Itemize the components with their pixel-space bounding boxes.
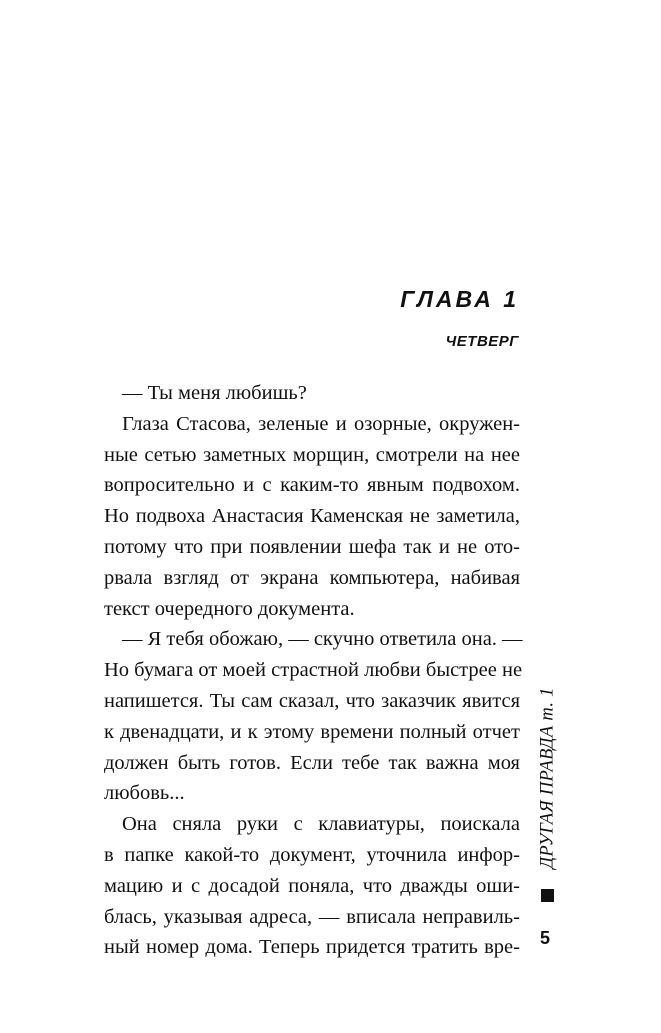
body-text bbox=[104, 378, 523, 963]
text-line: должен быть готов. Если тебе так важна моя bbox=[104, 751, 520, 774]
running-head bbox=[528, 658, 568, 898]
chapter-subtitle: ЧЕТВЕРГ bbox=[445, 333, 519, 350]
text-line: текст очередного документа. bbox=[104, 597, 355, 620]
text-line: — Ты меня любишь? bbox=[122, 382, 307, 404]
text-line: ные сетью заметных морщин, смотрели на нее bbox=[104, 443, 520, 466]
text-line: любовь... bbox=[104, 782, 185, 805]
chapter-title: ГЛАВА 1 bbox=[400, 286, 519, 312]
text-line: мацию и с досадой поняла, что дважды оши- bbox=[104, 874, 520, 897]
text-line: потому что при появлении шефа так и не ото- bbox=[104, 535, 520, 558]
text-line: в папке какой-то документ, уточнила инфор- bbox=[104, 843, 520, 866]
text-line: блась, указывая адреса, — вписала неправиль- bbox=[104, 905, 520, 928]
text-line: Глаза Стасова, зеленые и озорные, окружен- bbox=[122, 412, 520, 435]
square-marker-icon bbox=[541, 889, 554, 902]
text-line: к двенадцати, и к этому времени полный отчет bbox=[104, 720, 520, 743]
text-line: напишется. Ты сам сказал, что заказчик явится bbox=[104, 689, 520, 712]
text-line: Но подвоха Анастасия Каменская не заметила, bbox=[104, 505, 520, 528]
text-line: Но бумага от моей страстной любви быстрее не bbox=[104, 659, 523, 682]
text-line: Она сняла руки с клавиатуры, поискала bbox=[122, 813, 520, 836]
running-head-text: ДРУГАЯ ПРАВДА т. 1 bbox=[537, 687, 558, 869]
page-number: 5 bbox=[540, 928, 551, 948]
text-line: — Я тебя обожаю, — скучно ответила она. — bbox=[122, 628, 523, 651]
text-line: вопросительно и с каким-то явным подвохом. bbox=[104, 474, 520, 497]
text-line: рвала взгляд от экрана компьютера, набивая bbox=[104, 566, 520, 589]
text-line: ный номер дома. Теперь придется тратить вре- bbox=[104, 936, 520, 959]
